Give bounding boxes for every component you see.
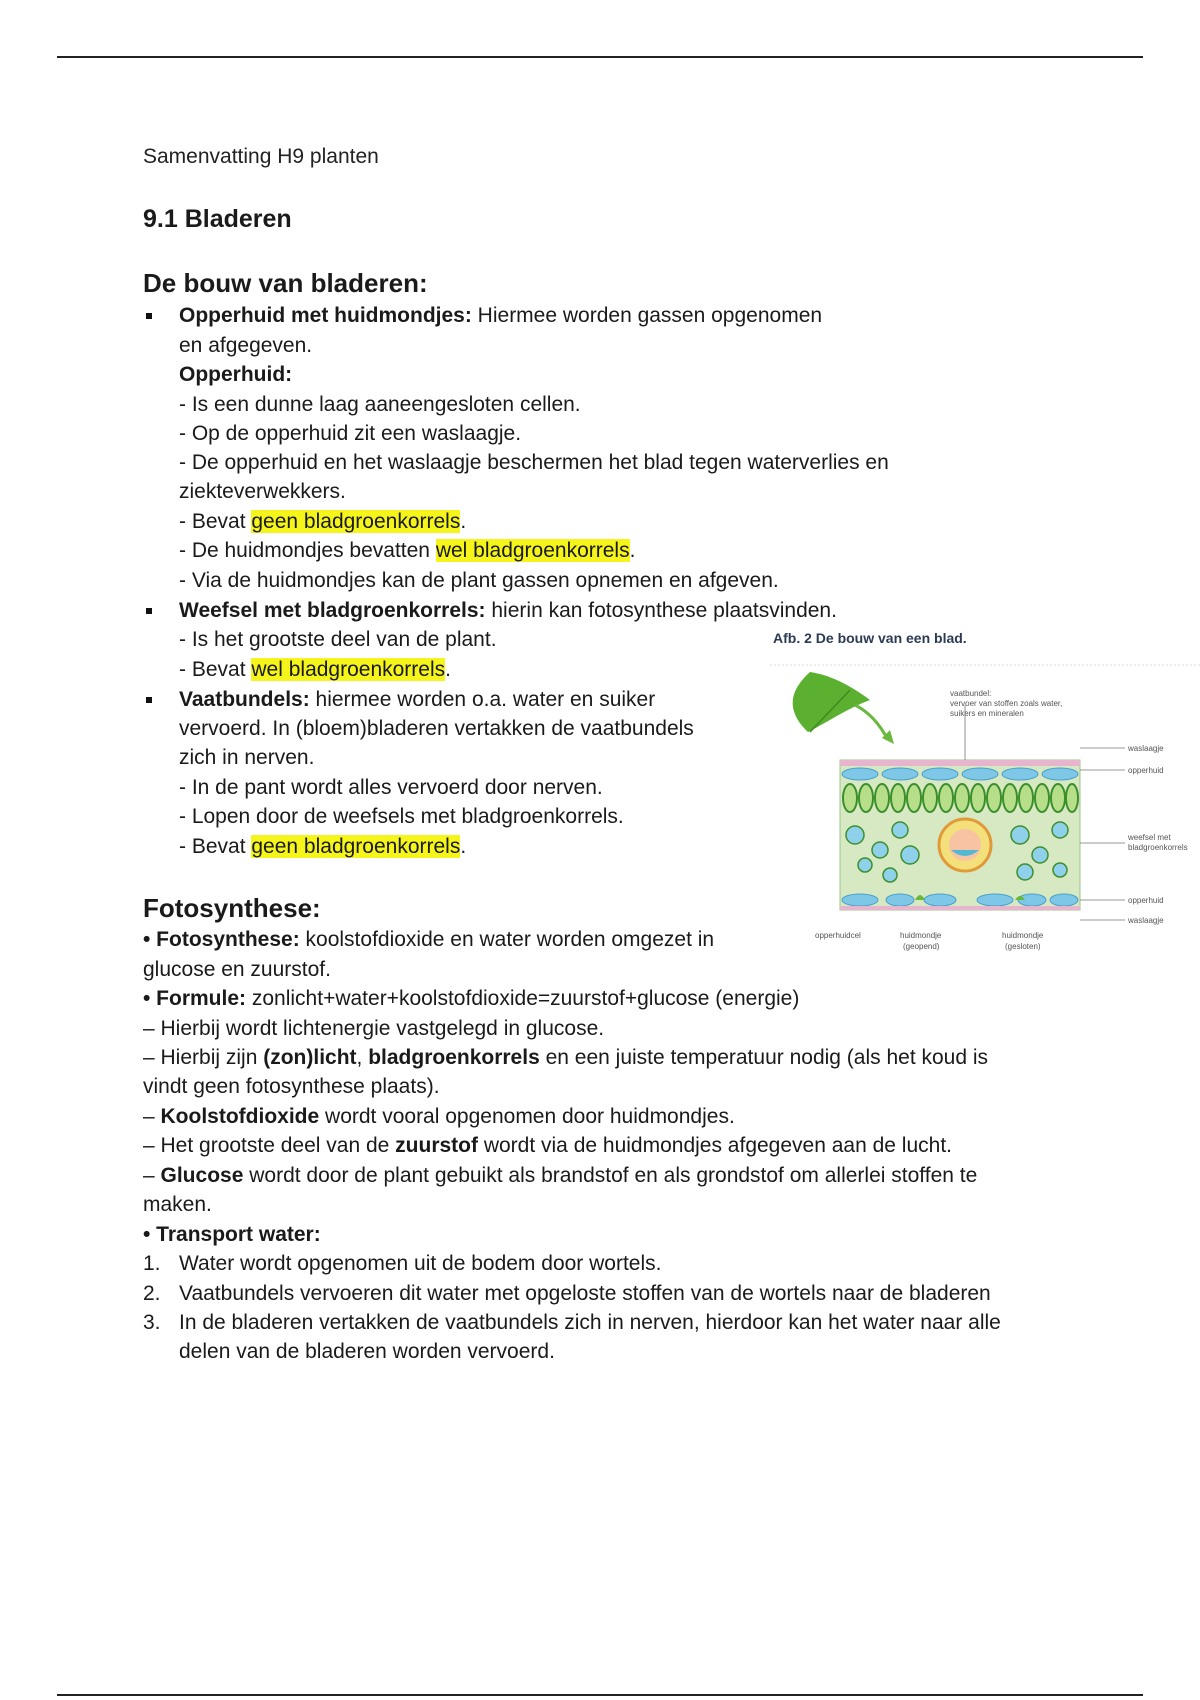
label-huidmondje-dicht: huidmondje	[1002, 931, 1044, 940]
text-line: - Lopen door de weefsels met bladgroenkorrels.	[179, 805, 624, 828]
text: - Bevat	[179, 510, 252, 533]
text-line: – Hierbij wordt lichtenergie vastgelegd in glucose.	[143, 1017, 605, 1040]
label-huidmondje-open: (geopend)	[903, 942, 940, 951]
term: Weefsel met bladgroenkorrels:	[179, 599, 486, 622]
text: en een juiste temperatuur nodig (als het koud is	[539, 1046, 989, 1069]
document-title: Samenvatting H9 planten	[143, 145, 379, 168]
list-number: 3.	[143, 1311, 161, 1334]
fotosynthese-heading: Fotosynthese:	[143, 893, 321, 923]
text: .	[445, 658, 451, 681]
label-vaatbundel: suikers en mineralen	[950, 709, 1024, 718]
text: .	[460, 510, 467, 533]
text-line: - Is een dunne laag aaneengesloten cellen.	[179, 393, 581, 416]
term: Vaatbundels:	[179, 688, 310, 711]
text: wordt door de plant gebuikt als brandstof en als grondstof om allerlei stoffen te	[243, 1164, 978, 1187]
text: wordt via de huidmondjes afgegeven aan de lucht.	[478, 1134, 952, 1157]
text-line: en afgegeven.	[179, 334, 313, 357]
text: ,	[356, 1046, 369, 1069]
label-huidmondje-dicht: (gesloten)	[1005, 942, 1041, 951]
label-opperhuid-top: opperhuid	[1128, 766, 1164, 775]
text-line: - Is het grootste deel van de plant.	[179, 628, 497, 651]
term: (zon)licht	[263, 1046, 357, 1069]
bullet-square	[146, 697, 152, 703]
term: • Fotosynthese:	[143, 928, 300, 951]
label-waslaagje-top: waslaagje	[1128, 744, 1164, 753]
label-vaatbundel: vaatbundel:	[950, 689, 992, 698]
sub-heading	[179, 360, 292, 389]
text: wordt vooral opgenomen door huidmondjes.	[319, 1105, 735, 1128]
highlight: wel bladgroenkorrels	[251, 658, 446, 681]
text-line: zich in nerven.	[179, 746, 315, 769]
label-huidmondje-open: huidmondje	[900, 931, 942, 940]
highlight: geen bladgroenkorrels	[251, 510, 461, 533]
term: Glucose	[160, 1164, 244, 1187]
text: –	[143, 1105, 161, 1128]
term: Koolstofdioxide	[160, 1105, 320, 1128]
leaf-icon	[793, 672, 870, 732]
bullet-vaatbundels	[179, 685, 655, 714]
text-line	[179, 507, 466, 536]
text-line: vervoerd. In (bloem)bladeren vertakken de vaatbundels	[179, 717, 694, 740]
text-line	[143, 984, 799, 1013]
bullet-opperhuid	[179, 301, 822, 330]
text: .	[629, 539, 636, 562]
label-waslaagje-bottom: waslaagje	[1128, 916, 1164, 925]
bouw-heading: De bouw van bladeren:	[143, 268, 428, 298]
text-line	[143, 1043, 988, 1072]
text-line: - In de pant wordt alles vervoerd door nerven.	[179, 776, 603, 799]
term: bladgroenkorrels	[368, 1046, 540, 1069]
text-line: - Op de opperhuid zit een waslaagje.	[179, 422, 522, 445]
text: koolstofdioxide en water worden omgezet in	[299, 928, 715, 951]
list-number: 2.	[143, 1282, 161, 1305]
highlight: geen bladgroenkorrels	[251, 835, 461, 858]
term: zuurstof	[395, 1134, 478, 1157]
text: hierin kan fotosynthese plaatsvinden.	[485, 599, 837, 622]
term: Opperhuid met huidmondjes:	[179, 304, 472, 327]
list-item: In de bladeren vertakken de vaatbundels zich in nerven, hierdoor kan het water naar alle	[179, 1311, 1001, 1334]
palisade-layer	[843, 784, 1078, 812]
text-line	[143, 1220, 321, 1249]
text-line: glucose en zuurstof.	[143, 958, 331, 981]
leaf-structure-diagram	[770, 650, 1200, 970]
label-weefsel: bladgroenkorrels	[1128, 843, 1188, 852]
text-line: - Via de huidmondjes kan de plant gassen opnemen en afgeven.	[179, 569, 779, 592]
text: –	[143, 1164, 161, 1187]
text: zonlicht+water+koolstofdioxide=zuurstof+glucose (energie)	[246, 987, 800, 1010]
text-line: vindt geen fotosynthese plaats).	[143, 1075, 440, 1098]
text: Hiermee worden gassen opgenomen	[471, 304, 823, 327]
top-rule	[57, 56, 1143, 58]
text-line	[179, 655, 451, 684]
list-item-continued: delen van de bladeren worden vervoerd.	[179, 1340, 555, 1363]
figure-caption: Afb. 2 De bouw van een blad.	[773, 630, 967, 646]
bullet-square	[146, 608, 152, 614]
bullet-weefsel	[179, 596, 837, 625]
list-number: 1.	[143, 1252, 161, 1275]
text: hiermee worden o.a. water en suiker	[309, 688, 656, 711]
text: - Bevat	[179, 835, 252, 858]
term: Opperhuid:	[179, 363, 293, 386]
text-line	[143, 1161, 977, 1190]
label-opperhuid-bottom: opperhuid	[1128, 896, 1164, 905]
list-item: Vaatbundels vervoeren dit water met opgeloste stoffen van de wortels naar de bladeren	[179, 1282, 991, 1305]
list-item: Water wordt opgenomen uit de bodem door wortels.	[179, 1252, 662, 1275]
text-line	[143, 925, 714, 954]
text-line: maken.	[143, 1193, 212, 1216]
text: – Hierbij zijn	[143, 1046, 264, 1069]
term: • Formule:	[143, 987, 247, 1010]
text: - Bevat	[179, 658, 252, 681]
vascular-bundle	[939, 819, 991, 871]
bullet-square	[146, 313, 152, 319]
text-line	[143, 1102, 735, 1131]
highlight: wel bladgroenkorrels	[435, 539, 630, 562]
text: - De huidmondjes bevatten	[179, 539, 436, 562]
text-line	[143, 1131, 952, 1160]
text-line: ziekteverwekkers.	[179, 480, 346, 503]
label-opperhuidcel: opperhuidcel	[815, 931, 861, 940]
label-weefsel: weefsel met	[1128, 833, 1171, 842]
section-heading: 9.1 Bladeren	[143, 205, 292, 233]
text-line: - De opperhuid en het waslaagje beschermen het blad tegen waterverlies en	[179, 451, 889, 474]
text: .	[460, 835, 467, 858]
term: • Transport water:	[143, 1223, 321, 1246]
text-line	[179, 536, 635, 565]
text: – Het grootste deel van de	[143, 1134, 396, 1157]
label-vaatbundel: vervoer van stoffen zoals water,	[950, 699, 1063, 708]
text-line	[179, 832, 466, 861]
bottom-rule	[57, 1694, 1143, 1696]
